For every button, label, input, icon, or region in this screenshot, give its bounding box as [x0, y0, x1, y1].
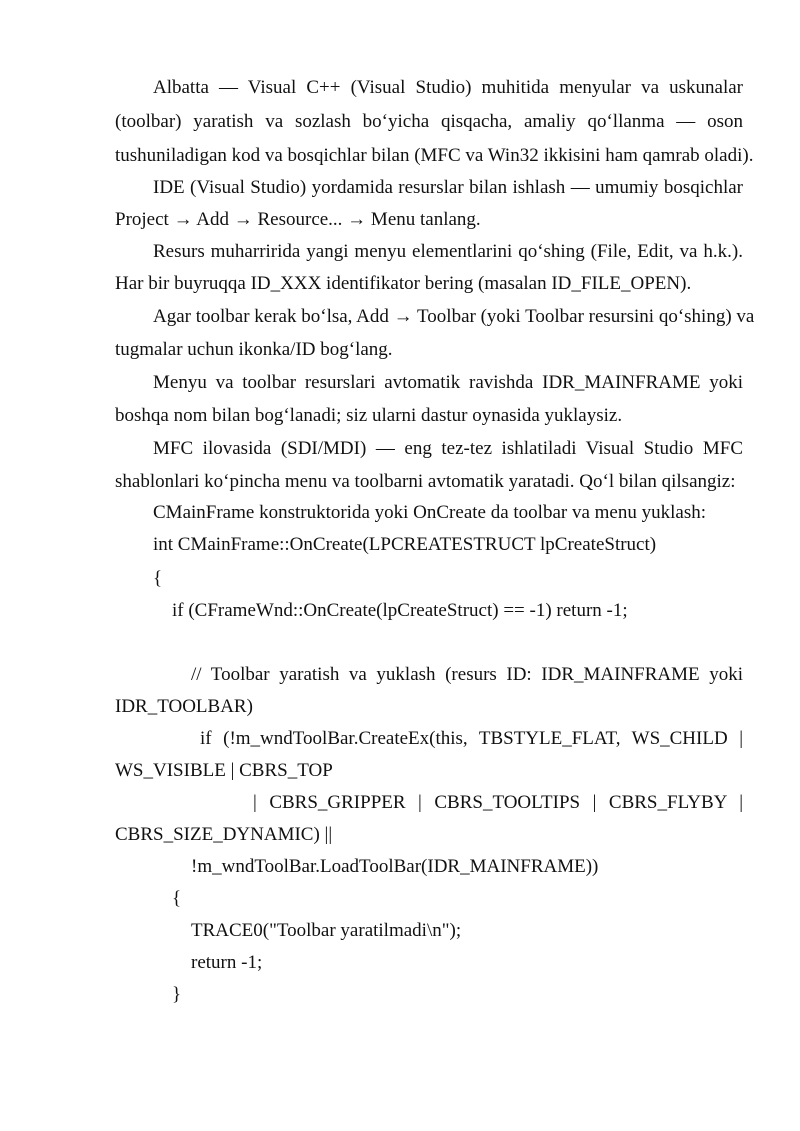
code-comment-line: IDR_TOOLBAR) — [115, 696, 253, 717]
code-line: if (CFrameWnd::OnCreate(lpCreateStruct) == -1) return -1; — [172, 600, 628, 621]
paragraph-line: Agar toolbar kerak bo‘lsa, Add → Toolbar (yoki Toolbar resursini qo‘shing) va — [153, 306, 755, 327]
code-line: TRACE0("Toolbar yaratilmadi\n"); — [191, 920, 462, 941]
paragraph-line: tushuniladigan kod va bosqichlar bilan (MFC va Win32 ikkisini ham qamrab oladi). — [115, 145, 754, 166]
code-line: if (!m_wndToolBar.CreateEx(this, TBSTYLE_FLAT, WS_CHILD | — [200, 728, 743, 749]
paragraph-line: boshqa nom bilan bog‘lanadi; siz ularni dastur oynasida yuklaysiz. — [115, 405, 623, 426]
code-comment-line: // Toolbar yaratish va yuklash (resurs ID: IDR_MAINFRAME yoki — [191, 664, 743, 685]
code-line: { — [153, 568, 163, 589]
paragraph-line: Resurs muharririda yangi menyu elementlarini qo‘shing (File, Edit, va h.k.). — [153, 241, 743, 262]
paragraph-line: Albatta — Visual C++ (Visual Studio) muhitida menyular va uskunalar — [153, 77, 743, 98]
code-line: return -1; — [191, 952, 263, 973]
code-line: CBRS_SIZE_DYNAMIC) || — [115, 824, 333, 845]
paragraph-line: shablonlari ko‘pincha menu va toolbarni avtomatik yaratadi. Qo‘l bilan qilsangiz: — [115, 471, 736, 492]
paragraph-line: (toolbar) yaratish va sozlash bo‘yicha qisqacha, amaliy qo‘llanma — oson — [115, 111, 743, 132]
paragraph-line: MFC ilovasida (SDI/MDI) — eng tez-tez ishlatiladi Visual Studio MFC — [153, 438, 743, 459]
paragraph-line: CMainFrame konstruktorida yoki OnCreate da toolbar va menu yuklash: — [153, 502, 706, 523]
paragraph-line: Menyu va toolbar resurslari avtomatik ravishda IDR_MAINFRAME yoki — [153, 372, 743, 393]
code-line: int CMainFrame::OnCreate(LPCREATESTRUCT lpCreateStruct) — [153, 534, 657, 555]
code-line: WS_VISIBLE | CBRS_TOP — [115, 760, 333, 781]
code-line: { — [172, 888, 182, 909]
paragraph-line: Har bir buyruqqa ID_XXX identifikator bering (masalan ID_FILE_OPEN). — [115, 273, 692, 294]
paragraph-line: Project → Add → Resource... → Menu tanlang. — [115, 209, 481, 230]
code-line: !m_wndToolBar.LoadToolBar(IDR_MAINFRAME)) — [191, 856, 599, 877]
paragraph-line: tugmalar uchun ikonka/ID bog‘lang. — [115, 339, 393, 360]
code-line: } — [172, 984, 182, 1005]
paragraph-line: IDE (Visual Studio) yordamida resurslar bilan ishlash — umumiy bosqichlar — [153, 177, 743, 198]
code-line: | CBRS_GRIPPER | CBRS_TOOLTIPS | CBRS_FLYBY | — [253, 792, 743, 813]
